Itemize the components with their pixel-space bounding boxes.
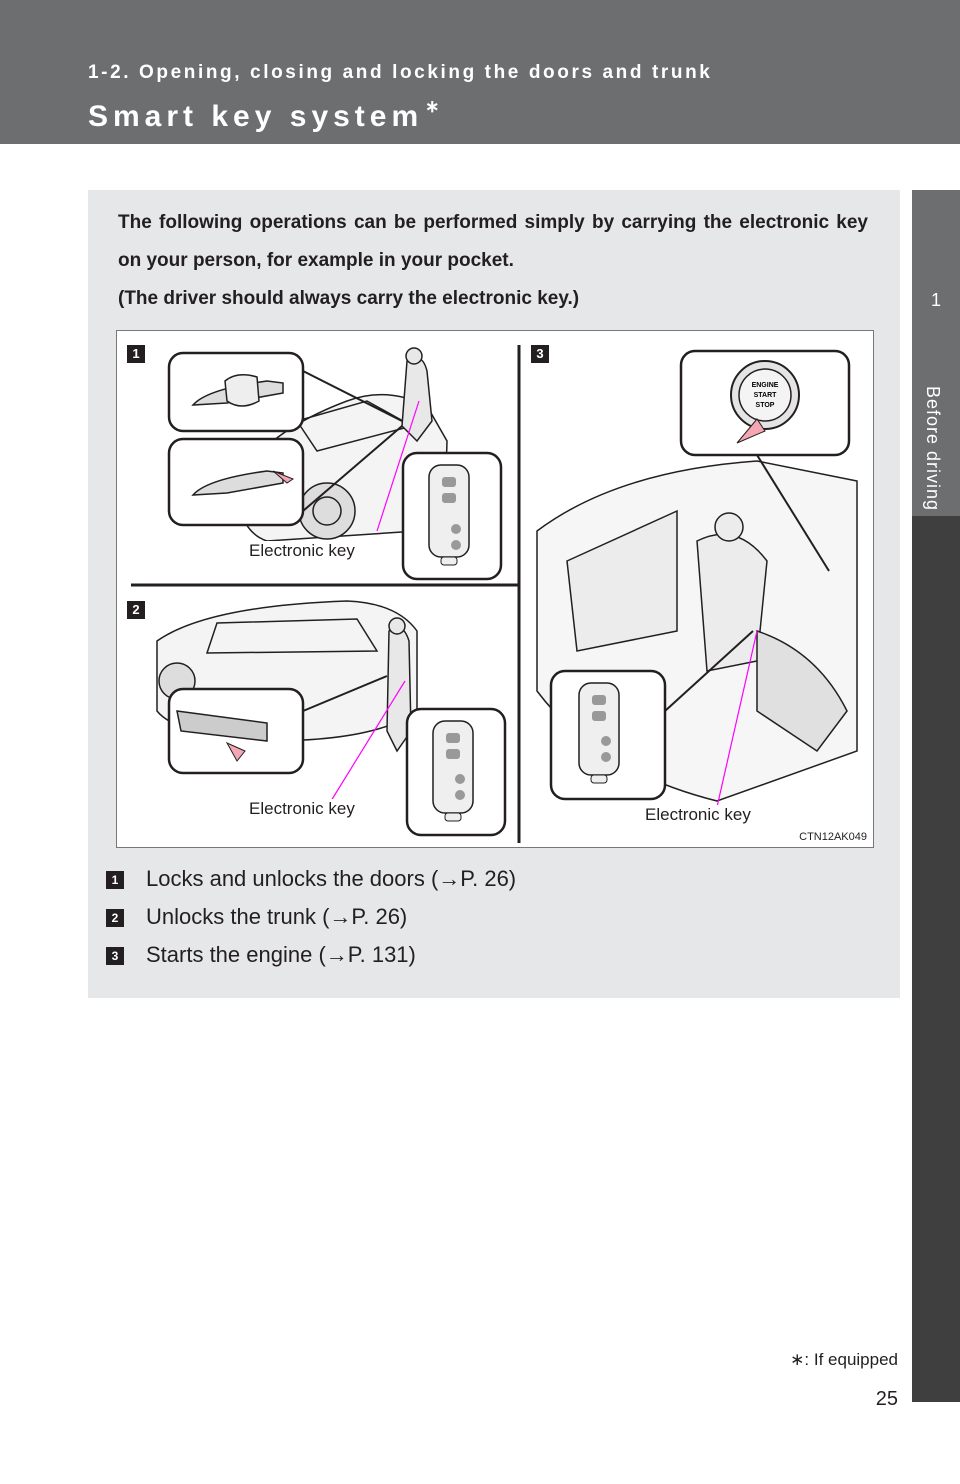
list-item xyxy=(106,898,516,936)
title-footnote-mark: ∗ xyxy=(425,97,445,116)
trunk-callout xyxy=(169,689,303,773)
operation-list xyxy=(106,860,516,974)
item-number: 2 xyxy=(106,909,124,927)
item-number: 1 xyxy=(106,871,124,889)
page-header xyxy=(0,0,960,144)
panel-1-badge: 1 xyxy=(127,345,145,363)
footnote: ∗: If equipped xyxy=(790,1350,898,1369)
key-label-2: Electronic key xyxy=(249,799,355,818)
content-panel xyxy=(88,190,900,998)
door-handle-callout-2 xyxy=(169,439,303,525)
item-text: Unlocks the trunk (→P. 26) xyxy=(146,904,408,929)
engine-button-callout xyxy=(681,351,849,455)
page-title xyxy=(88,97,445,134)
key-label-3: Electronic key xyxy=(645,805,751,824)
section-heading: 1-2. Opening, closing and locking the doors and trunk xyxy=(88,62,713,83)
chapter-tab[interactable] xyxy=(912,190,960,516)
intro-paragraph: The following operations can be performed simply by carrying the electronic key on your person, for example in your pocket. xyxy=(118,212,868,271)
button-text-1: ENGINE xyxy=(751,382,779,389)
list-item xyxy=(106,860,516,898)
item-text: Starts the engine (→P. 131) xyxy=(146,942,416,967)
item-text: Locks and unlocks the doors (→P. 26) xyxy=(146,866,517,891)
panel-3-badge: 3 xyxy=(531,345,549,363)
figure-code: CTN12AK049 xyxy=(799,831,867,843)
panel-2-badge: 2 xyxy=(127,601,145,619)
list-item xyxy=(106,936,516,974)
door-handle-callout-1 xyxy=(169,353,303,431)
electronic-key-callout-2 xyxy=(407,709,505,835)
illustration xyxy=(116,330,874,848)
item-number: 3 xyxy=(106,947,124,965)
title-text: Smart key system xyxy=(88,100,424,133)
chapter-number: 1 xyxy=(930,290,941,310)
button-text-3: STOP xyxy=(755,402,775,409)
page-number: 25 xyxy=(875,1388,898,1410)
electronic-key-callout-1 xyxy=(403,453,501,579)
key-label-1: Electronic key xyxy=(249,541,355,560)
button-text-2: START xyxy=(753,392,777,399)
intro-note: (The driver should always carry the electronic key.) xyxy=(118,288,580,309)
illustration-drawing xyxy=(117,331,873,847)
chapter-label: Before driving xyxy=(923,386,943,512)
electronic-key-callout-3 xyxy=(551,671,665,799)
intro-text xyxy=(118,204,868,318)
